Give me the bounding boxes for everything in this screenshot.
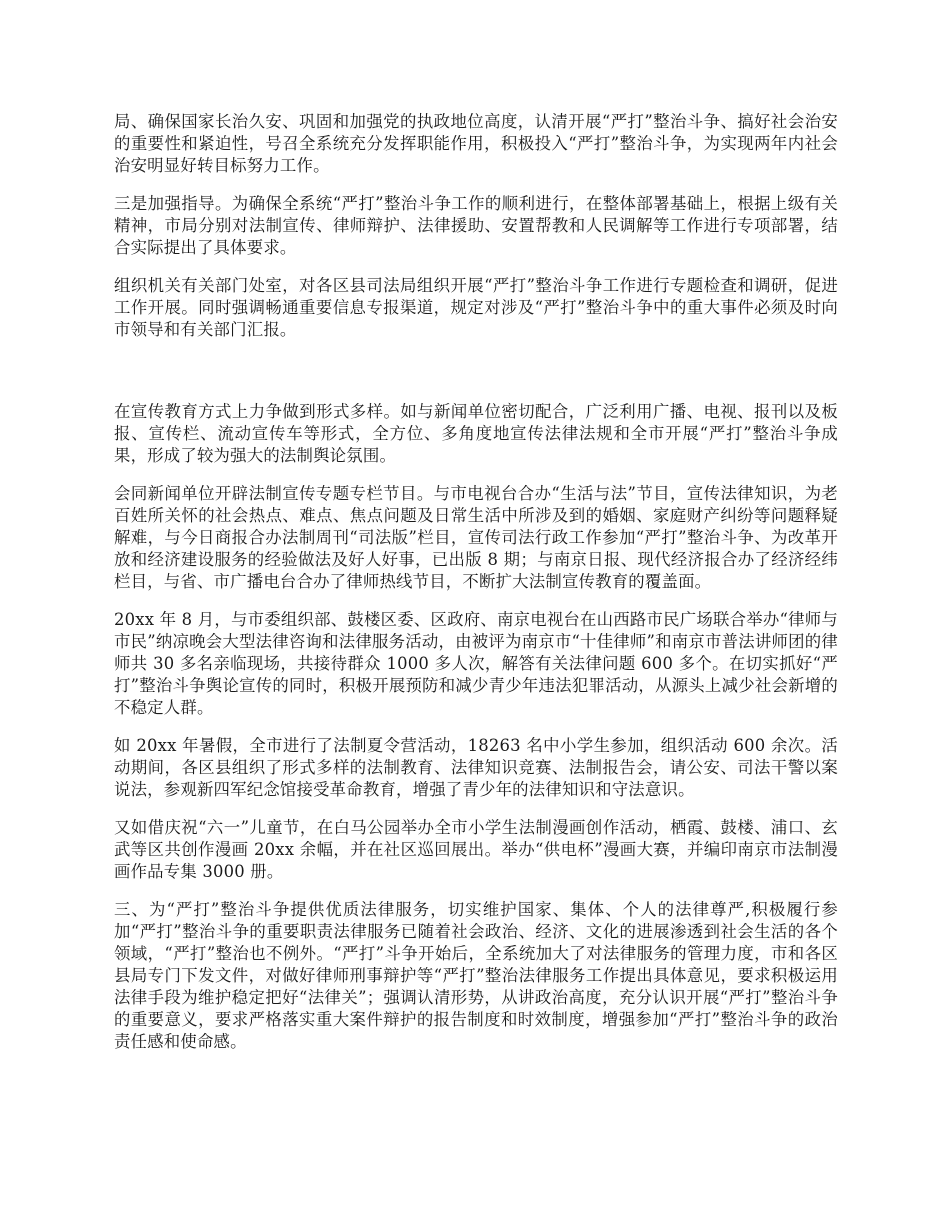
paragraph-4: 在宣传教育方式上力争做到形式多样。如与新闻单位密切配合，广泛利用广播、电视、报刊以及板报、宣传栏、流动宣传车等形式，全方位、多角度地宣传法律法规和全市开展“严打”整治斗争成果，形成了较为强大的法制舆论氛围。 [114,402,838,465]
paragraph-1: 局、确保国家长治久安、巩固和加强党的执政地位高度，认清开展“严打”整治斗争、搞好社会治安的重要性和紧迫性，号召全系统充分发挥职能作用，积极投入“严打”整治斗争，为实现两年内社会治安明显好转目标努力工作。 [114,112,838,175]
paragraph-8: 又如借庆祝“六一”儿童节，在白马公园举办全市小学生法制漫画创作活动，栖霞、鼓楼、浦口、玄武等区共创作漫画 20xx 余幅，并在社区巡回展出。举办“供电杯”漫画大赛，并编印南京市法制漫画作品专集 3000 册。 [114,818,838,881]
paragraph-6: 20xx 年 8 月，与市委组织部、鼓楼区委、区政府、南京电视台在山西路市民广场联合举办“律师与市民”纳凉晚会大型法律咨询和法律服务活动，由被评为南京市“十佳律师”和南京市普法讲师团的律师共 30 多名亲临现场，共接待群众 1000 多人次，解答有关法律问题 600 多个。在切实抓好“严打”整治斗争舆论宣传的同时，积极开展预防和减少青少年违法犯罪活动，从源头上减少社会新增的不稳定人群。 [114,610,838,717]
paragraph-7: 如 20xx 年暑假，全市进行了法制夏令营活动，18263 名中小学生参加，组织活动 600 余次。活动期间，各区县组织了形式多样的法制教育、法律知识竞赛、法制报告会，请公安、司法干警以案说法，参观新四军纪念馆接受革命教育，增强了青少年的法律知识和守法意识。 [114,736,838,799]
paragraph-5: 会同新闻单位开辟法制宣传专题专栏节目。与市电视台合办“生活与法”节目，宣传法律知识，为老百姓所关怀的社会热点、难点、焦点问题及日常生活中所涉及到的婚姻、家庭财产纠纷等问题释疑解难，与今日商报合办法制周刊“司法版”栏目，宣传司法行政工作参加“严打”整治斗争、为改革开放和经济建设服务的经验做法及好人好事，已出版 8 期；与南京日报、现代经济报合办了经济经纬栏目，与省、市广播电台合办了律师热线节目，不断扩大法制宣传教育的覆盖面。 [114,484,838,591]
section-spacer [114,357,838,401]
paragraph-9: 三、为“严打”整治斗争提供优质法律服务，切实维护国家、集体、个人的法律尊严,积极履行参加“严打”整治斗争的重要职责法律服务已随着社会政治、经济、文化的进展渗透到社会生活的各个领域，“严打”整治也不例外。“严打”斗争开始后，全系统加大了对法律服务的管理力度，市和各区县局专门下发文件，对做好律师刑事辩护等“严打”整治法律服务工作提出具体意见，要求积极运用法律手段为维护稳定把好“法律关”；强调认清形势，从讲政治高度，充分认识开展“严打”整治斗争的重要意义，要求严格落实重大案件辩护的报告制度和时效制度，增强参加“严打”整治斗争的政治责任感和使命感。 [114,900,838,1051]
paragraph-3: 组织机关有关部门处室，对各区县司法局组织开展“严打”整治斗争工作进行专题检查和调研，促进工作开展。同时强调畅通重要信息专报渠道，规定对涉及“严打”整治斗争中的重大事件必须及时向市领导和有关部门汇报。 [114,276,838,339]
paragraph-2: 三是加强指导。为确保全系统“严打”整治斗争工作的顺利进行，在整体部署基础上，根据上级有关精神，市局分别对法制宣传、律师辩护、法律援助、安置帮教和人民调解等工作进行专项部署，结合实际提出了具体要求。 [114,194,838,257]
document-page [114,111,838,1069]
